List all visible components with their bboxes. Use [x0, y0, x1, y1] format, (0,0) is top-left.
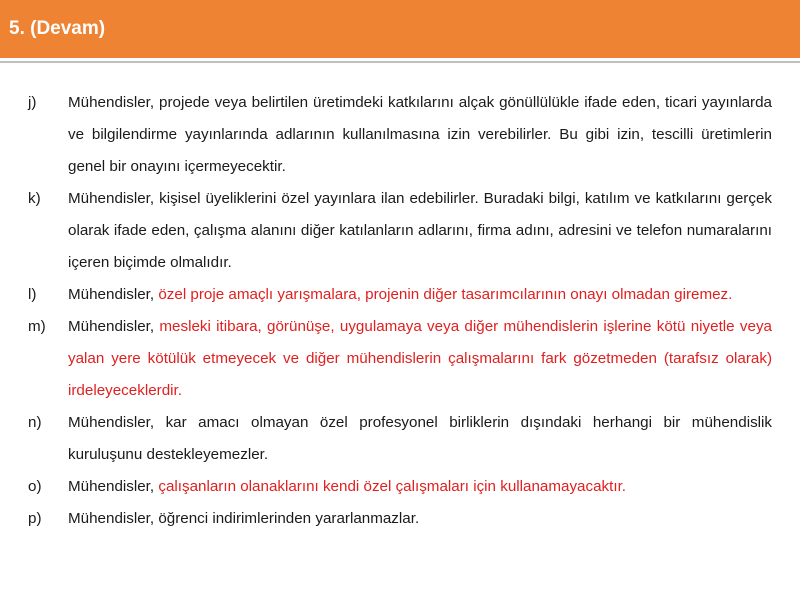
- item-text: [68, 279, 772, 311]
- item-highlight-text: özel proje amaçlı yarışmalara, projenin diğer tasarımcılarının onayı olmadan giremez.: [158, 286, 733, 303]
- item-marker: m): [28, 318, 46, 335]
- list-item-p: [28, 503, 772, 535]
- item-marker: p): [28, 510, 42, 527]
- item-marker: l): [28, 286, 37, 303]
- item-text: Mühendisler, projede veya belirtilen üretimdeki katkılarını alçak gönüllülükle ifade eden, ticari yayınlarda ve bilgilendirme yayınlarında adlarının kullanılmasına izin verebilirler. Bu gibi izin, tescilli üretimlerin genel bir onayını içermeyecektir.: [68, 94, 772, 175]
- item-highlight-text: mesleki itibara, görünüşe, uygulamaya veya diğer mühendislerin işlerine kötü niyetle veya yalan yere kötülük etmeyecek ve diğer mühendislerin çalışmalarını fark gözetmeden (tarafsız olarak) irdeleyeceklerdir.: [68, 318, 772, 399]
- item-text: Mühendisler, öğrenci indirimlerinden yararlanmazlar.: [68, 510, 420, 527]
- item-text: Mühendisler, kar amacı olmayan özel profesyonel birliklerin dışındaki herhangi bir mühendislik kuruluşunu destekleyemezler.: [68, 414, 772, 463]
- item-marker: k): [28, 190, 41, 207]
- list-item-j: [28, 87, 772, 183]
- item-highlight-text: çalışanların olanaklarını kendi özel çalışmaları için kullanamayacaktır.: [158, 478, 627, 495]
- item-lead-text: Mühendisler,: [68, 318, 160, 335]
- item-text: [68, 311, 772, 407]
- item-marker: j): [28, 94, 37, 111]
- item-text: Mühendisler, kişisel üyeliklerini özel yayınlara ilan edebilirler. Buradaki bilgi, katılım ve katkılarını gerçek olarak ifade eden, çalışma alanını diğer katılanların adlarını, firma adını, adresini ve telefon numaralarını içeren biçimde olmalıdır.: [68, 190, 772, 271]
- item-lead-text: Mühendisler,: [68, 286, 159, 303]
- item-lead-text: Mühendisler,: [68, 478, 159, 495]
- list-item-m: [28, 311, 772, 407]
- list-item-l: [28, 279, 772, 311]
- list-item-o: [28, 471, 772, 503]
- slide-title: 5. (Devam): [9, 18, 106, 39]
- list-item-n: [28, 407, 772, 471]
- list-item-k: [28, 183, 772, 279]
- header-divider: [0, 61, 800, 63]
- slide-content: [28, 87, 772, 535]
- slide-header: [0, 0, 800, 58]
- item-marker: n): [28, 414, 42, 431]
- item-text: [68, 471, 772, 503]
- item-marker: o): [28, 478, 42, 495]
